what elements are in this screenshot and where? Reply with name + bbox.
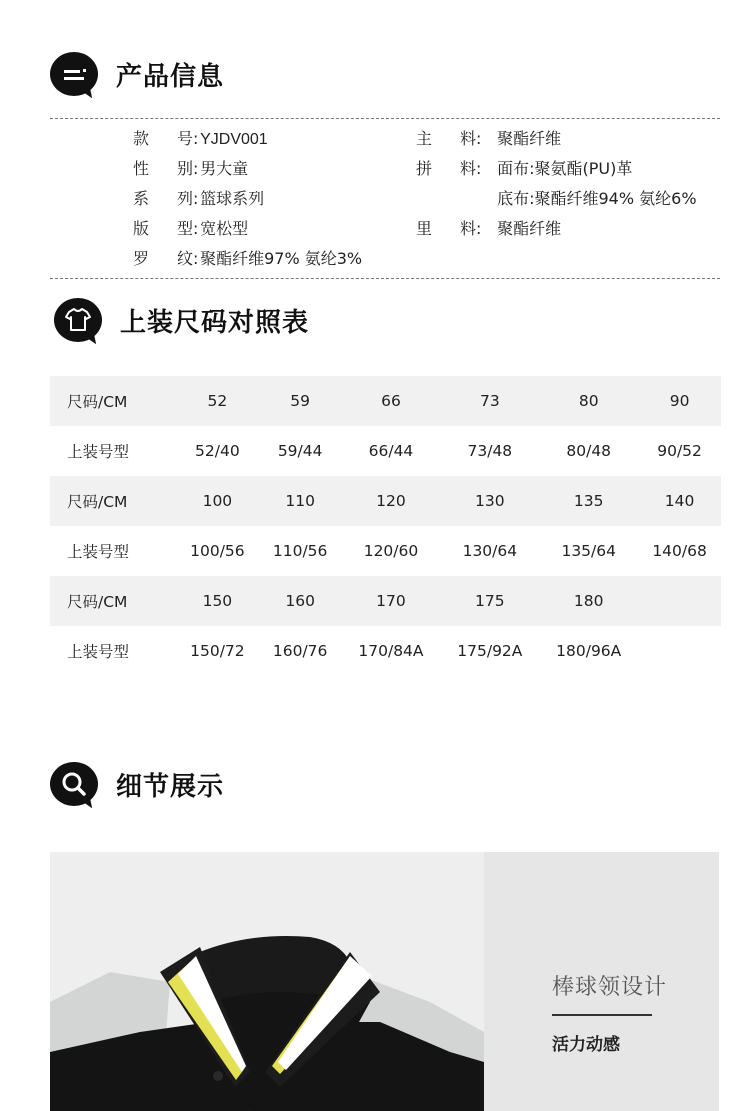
info-row-fit	[133, 216, 248, 246]
info-label: 里	[416, 219, 433, 238]
table-row	[50, 476, 721, 526]
info-row-main-fabric	[416, 126, 561, 156]
table-cell: 90	[638, 376, 721, 426]
table-cell: 90/52	[657, 442, 702, 460]
detail-showcase	[50, 852, 719, 1111]
table-cell: 130/64	[462, 542, 518, 560]
info-label: 料:	[460, 129, 482, 148]
info-label: 性	[133, 159, 150, 178]
table-cell: 120/60	[363, 542, 419, 560]
table-row	[50, 426, 721, 476]
info-label: 料:	[460, 159, 482, 178]
row-label: 尺码/CM	[50, 576, 176, 626]
info-value: 底布:聚酯纤维94% 氨纶6%	[497, 189, 697, 208]
table-cell: 140	[638, 476, 721, 526]
feature-panel	[484, 852, 719, 1111]
table-cell: 175/92A	[457, 642, 523, 660]
info-value: 聚酯纤维97% 氨纶3%	[200, 249, 363, 268]
table-cell: 66/44	[368, 442, 414, 460]
table-cell: 160/76	[272, 642, 328, 660]
feature-divider	[552, 1014, 652, 1016]
table-cell: 160	[259, 576, 342, 626]
table-cell: 80	[539, 376, 638, 426]
info-value: 聚酯纤维	[497, 129, 562, 148]
section-title-size-chart: 上装尺码对照表	[120, 307, 310, 338]
size-chart-header	[54, 298, 309, 342]
table-cell: 110	[259, 476, 342, 526]
table-cell: 100	[176, 476, 259, 526]
info-label: 料:	[460, 219, 482, 238]
search-icon	[50, 762, 98, 806]
info-value: 男大童	[200, 159, 249, 178]
feature-subtitle: 活力动感	[552, 1035, 620, 1055]
table-cell: 135	[539, 476, 638, 526]
chat-bubble-icon	[50, 52, 98, 96]
table-cell: 80/48	[566, 442, 612, 460]
table-cell: 180/96A	[556, 642, 622, 660]
info-value: 宽松型	[200, 219, 249, 238]
table-cell: 100/56	[190, 542, 245, 560]
jacket-collar-image	[50, 852, 484, 1111]
table-cell: 130	[440, 476, 539, 526]
table-cell: 120	[342, 476, 441, 526]
table-cell	[638, 626, 721, 676]
info-row-splice-fabric	[416, 156, 632, 186]
info-label: 列:	[177, 189, 199, 208]
table-cell: 175	[440, 576, 539, 626]
info-row-lining	[416, 216, 561, 246]
section-title-details: 细节展示	[116, 771, 225, 802]
info-label: 系	[133, 189, 150, 208]
row-label: 尺码/CM	[50, 376, 176, 426]
info-label: 型:	[177, 219, 199, 238]
info-label: 拼	[416, 159, 433, 178]
info-label: 号:	[177, 129, 199, 148]
info-row-base-fabric	[416, 186, 697, 216]
table-cell: 59	[259, 376, 342, 426]
info-value: 面布:聚氨酯(PU)革	[497, 159, 633, 178]
info-label: 款	[133, 129, 150, 148]
info-label: 版	[133, 219, 150, 238]
table-cell: 170	[342, 576, 441, 626]
details-header	[50, 762, 224, 806]
row-label: 上装号型	[67, 543, 130, 561]
table-cell: 170/84A	[358, 642, 424, 660]
section-title-product-info: 产品信息	[116, 61, 225, 92]
divider	[50, 118, 720, 119]
table-cell: 52/40	[195, 442, 240, 460]
table-cell: 66	[342, 376, 441, 426]
info-row-style-no	[133, 126, 268, 156]
table-row	[50, 526, 721, 576]
table-cell: 150	[176, 576, 259, 626]
info-label: 罗	[133, 249, 150, 268]
info-row-rib	[133, 246, 362, 276]
table-cell: 59/44	[277, 442, 323, 460]
table-row	[50, 626, 721, 676]
table-cell: 73	[440, 376, 539, 426]
size-table	[50, 376, 721, 676]
info-value: 聚酯纤维	[497, 219, 562, 238]
info-value: YJDV001	[200, 131, 268, 148]
table-row	[50, 576, 721, 626]
table-cell: 180	[539, 576, 638, 626]
table-cell: 110/56	[272, 542, 328, 560]
table-cell: 52	[176, 376, 259, 426]
table-cell: 140/68	[652, 542, 707, 560]
table-cell: 150/72	[190, 642, 245, 660]
table-cell	[638, 576, 721, 626]
product-info-header	[50, 52, 224, 96]
tshirt-icon	[54, 298, 102, 342]
info-row-gender	[133, 156, 248, 186]
feature-title: 棒球领设计	[552, 975, 668, 1000]
table-cell: 73/48	[467, 442, 513, 460]
info-value: 篮球系列	[200, 189, 265, 208]
table-row	[50, 376, 721, 426]
row-label: 尺码/CM	[50, 476, 176, 526]
row-label: 上装号型	[67, 643, 130, 661]
info-row-series	[133, 186, 264, 216]
info-label: 别:	[177, 159, 199, 178]
table-cell: 135/64	[561, 542, 616, 560]
row-label: 上装号型	[67, 443, 130, 461]
divider	[50, 278, 720, 279]
info-label: 主	[416, 129, 433, 148]
info-label: 纹:	[177, 249, 199, 268]
